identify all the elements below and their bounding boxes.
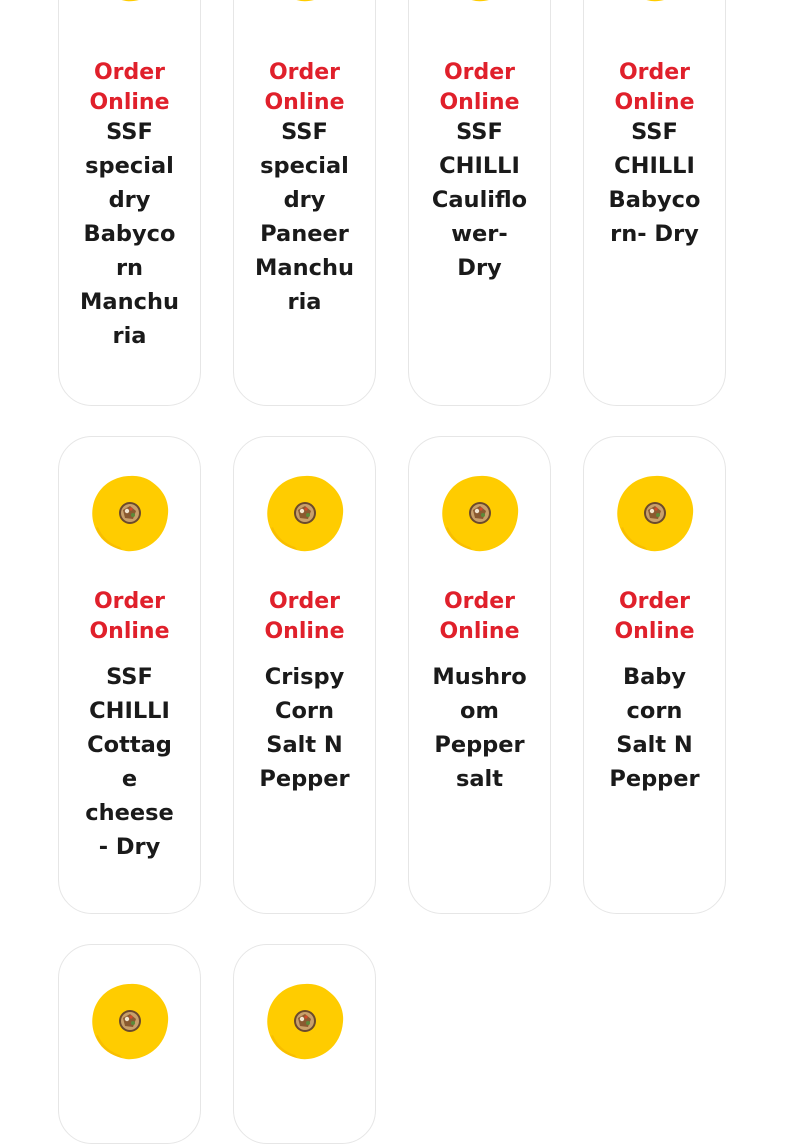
order-online-label: Online: [264, 90, 345, 115]
menu-item-name-line: Dry: [457, 255, 502, 281]
dish-logo-icon: [265, 0, 345, 3]
order-online-label: Order: [618, 589, 691, 614]
menu-item-name-line: SSF: [281, 119, 328, 145]
menu-item-card[interactable]: [58, 436, 201, 914]
menu-item-name-line: Salt N: [616, 732, 693, 758]
menu-item-name-line: Baby: [622, 664, 687, 690]
order-online-label: Order: [268, 60, 341, 85]
menu-item-name-line: Cauliflo: [431, 187, 528, 213]
order-online-label: Online: [439, 90, 520, 115]
menu-item-name-line: Babyco: [608, 187, 701, 213]
dish-logo-icon: [90, 981, 170, 1061]
menu-item-name: [584, 660, 725, 796]
dish-logo-icon: [615, 473, 695, 553]
dish-logo-icon: [615, 0, 695, 3]
menu-item-name-line: Pepper: [434, 732, 525, 758]
menu-item-card[interactable]: [408, 436, 551, 914]
menu-item-card[interactable]: [233, 944, 376, 1144]
order-online-label: Order: [268, 589, 341, 614]
menu-item-name-line: Salt N: [266, 732, 343, 758]
menu-item-name-line: cheese: [85, 800, 174, 826]
order-online-label: Order: [93, 60, 166, 85]
menu-item-name-line: Mushro: [432, 664, 527, 690]
order-online-label: Order: [93, 589, 166, 614]
menu-item-name: [234, 115, 375, 319]
menu-item-name: [234, 660, 375, 796]
menu-item-name-line: Crispy: [264, 664, 345, 690]
order-online-label: Online: [89, 90, 170, 115]
order-online-label: Online: [264, 619, 345, 644]
menu-item-name: [409, 660, 550, 796]
menu-item-name: [59, 115, 200, 353]
menu-item-name-line: special: [260, 153, 349, 179]
menu-item-card[interactable]: [233, 436, 376, 914]
menu-item-card[interactable]: [233, 0, 376, 406]
menu-item-name-line: Cottag: [87, 732, 172, 758]
order-online-label: Online: [614, 90, 695, 115]
dish-logo-icon: [90, 473, 170, 553]
menu-item-name-line: ria: [112, 323, 147, 349]
menu-item-name-line: Paneer: [260, 221, 349, 247]
menu-item-name-line: salt: [455, 766, 504, 792]
order-online-link[interactable]: [409, 587, 550, 647]
menu-item-name-line: CHILLI: [614, 153, 695, 179]
menu-item-name-line: Manchu: [255, 255, 354, 281]
menu-item-name-line: Corn: [274, 698, 335, 724]
dish-logo-icon: [265, 981, 345, 1061]
menu-item-name-line: dry: [283, 187, 326, 213]
order-online-label: Order: [443, 589, 516, 614]
menu-item-name-line: SSF: [456, 119, 503, 145]
menu-item-name-line: SSF: [631, 119, 678, 145]
order-online-link[interactable]: [584, 58, 725, 118]
menu-item-card[interactable]: [583, 436, 726, 914]
menu-item-card[interactable]: [58, 0, 201, 406]
order-online-link[interactable]: [409, 58, 550, 118]
dish-logo-icon: [90, 0, 170, 3]
menu-item-name-line: rn- Dry: [610, 221, 699, 247]
menu-item-name: [409, 115, 550, 285]
menu-item-name-line: wer-: [451, 221, 508, 247]
menu-item-card[interactable]: [583, 0, 726, 406]
menu-item-name-line: rn: [115, 255, 144, 281]
menu-item-name-line: CHILLI: [439, 153, 520, 179]
order-online-link[interactable]: [59, 58, 200, 118]
menu-item-name-line: e: [121, 766, 138, 792]
menu-item-card[interactable]: [408, 0, 551, 406]
menu-item-name: [584, 115, 725, 251]
order-online-label: Order: [443, 60, 516, 85]
menu-item-name-line: CHILLI: [89, 698, 170, 724]
menu-item-name-line: om: [460, 698, 499, 724]
order-online-link[interactable]: [584, 587, 725, 647]
menu-item-name-line: SSF: [106, 119, 153, 145]
menu-item-name-line: dry: [108, 187, 151, 213]
menu-item-name-line: ria: [287, 289, 322, 315]
menu-item-name: [59, 660, 200, 864]
menu-item-name-line: Pepper: [259, 766, 350, 792]
menu-item-card[interactable]: [58, 944, 201, 1144]
dish-logo-icon: [440, 473, 520, 553]
menu-item-name-line: SSF: [106, 664, 153, 690]
order-online-label: Online: [614, 619, 695, 644]
dish-logo-icon: [265, 473, 345, 553]
menu-item-name-line: - Dry: [98, 834, 161, 860]
order-online-link[interactable]: [59, 587, 200, 647]
menu-item-name-line: special: [85, 153, 174, 179]
menu-item-name-line: corn: [626, 698, 683, 724]
order-online-link[interactable]: [234, 58, 375, 118]
order-online-label: Order: [618, 60, 691, 85]
dish-logo-icon: [440, 0, 520, 3]
order-online-link[interactable]: [234, 587, 375, 647]
menu-item-name-line: Pepper: [609, 766, 700, 792]
menu-item-name-line: Manchu: [80, 289, 179, 315]
order-online-label: Online: [439, 619, 520, 644]
order-online-label: Online: [89, 619, 170, 644]
menu-item-name-line: Babyco: [83, 221, 176, 247]
